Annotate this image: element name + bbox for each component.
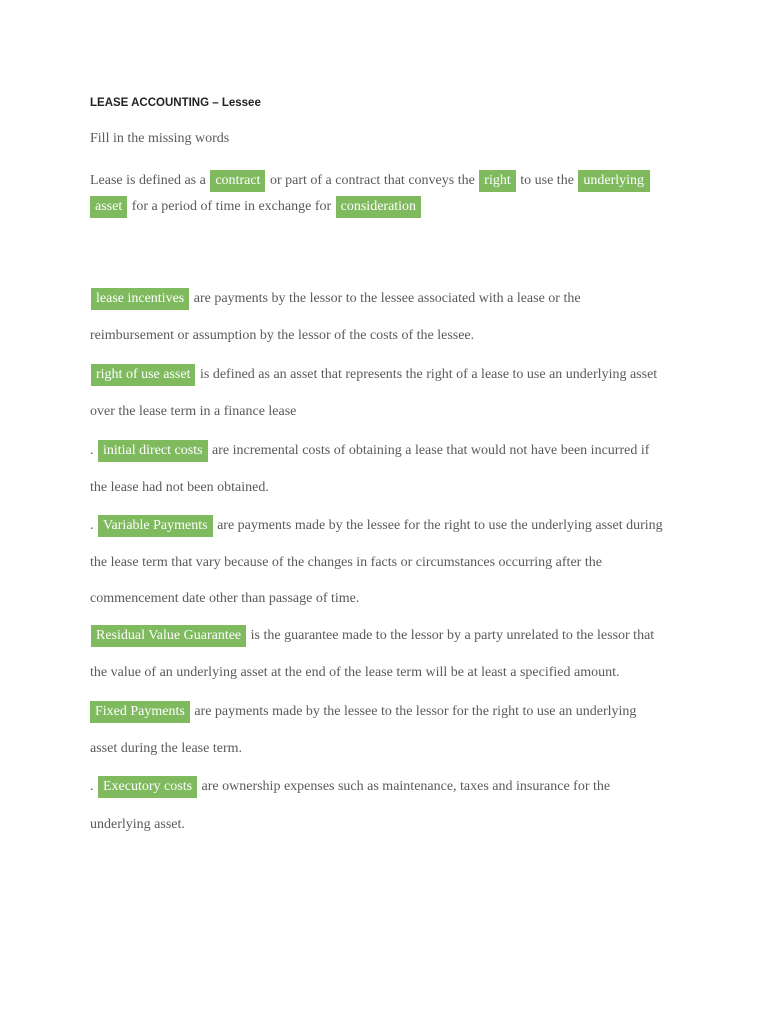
answer-field-initial-direct-costs[interactable]: initial direct costs [98,440,208,462]
leading-period: . [90,518,94,534]
definition-variable-payments-line3: commencement date other than passage of time. [90,591,360,606]
definition-text: are payments by the lessor to the lessee associated with a lease or the [193,291,581,307]
text-segment: or part of a contract that conveys the [269,173,475,189]
definition-variable-payments-line2: the lease term that vary because of the changes in facts or circumstances occurring after the [90,555,602,570]
answer-field-right[interactable]: right [479,170,515,192]
answer-field-consideration[interactable]: consideration [336,196,421,218]
definition-fixed-payments-line2: asset during the lease term. [90,741,243,756]
definition-variable-payments-line1 [90,515,663,537]
definition-initial-direct-costs-line2: the lease had not been obtained. [90,480,269,495]
definition-text: are ownership expenses such as maintenance, taxes and insurance for the [201,779,611,795]
answer-field-variable-payments[interactable]: Variable Payments [98,515,213,537]
definition-text: is the guarantee made to the lessor by a party unrelated to the lessor that [250,628,655,644]
definition-executory-costs-line1 [90,776,610,798]
definition-residual-value-guarantee-line1 [90,625,654,647]
answer-field-asset[interactable]: asset [90,196,127,218]
text-segment: for a period of time in exchange for [131,199,332,215]
answer-field-right-of-use-asset[interactable]: right of use asset [91,364,195,386]
answer-field-contract[interactable]: contract [210,170,265,192]
answer-field-executory-costs[interactable]: Executory costs [98,776,197,798]
paragraph-lease-definition-line1 [90,170,651,192]
instructions: Fill in the missing words [90,131,230,146]
leading-period: . [90,443,94,459]
definition-text: are incremental costs of obtaining a lease that would not have been incurred if [212,443,650,459]
definition-text: is defined as an asset that represents the right of a lease to use an underlying asset [199,367,658,383]
definition-right-of-use-asset-line2: over the lease term in a finance lease [90,404,297,419]
definition-lease-incentives-line1 [90,288,581,310]
definition-text: are payments made by the lessee to the lessor for the right to use an underlying [194,704,637,720]
text-segment: to use the [520,173,574,189]
document-title: LEASE ACCOUNTING – Lessee [90,97,261,109]
answer-field-underlying[interactable]: underlying [578,170,650,192]
answer-field-lease-incentives[interactable]: lease incentives [91,288,189,310]
leading-period: . [90,779,94,795]
definition-right-of-use-asset-line1 [90,364,657,386]
definition-lease-incentives-line2: reimbursement or assumption by the lessor of the costs of the lessee. [90,328,475,343]
definition-text: are payments made by the lessee for the right to use the underlying asset during [217,518,663,534]
definition-initial-direct-costs-line1 [90,440,649,462]
definition-residual-value-guarantee-line2: the value of an underlying asset at the end of the lease term will be at least a specified amount. [90,665,620,680]
definition-fixed-payments-line1 [90,701,636,723]
text-segment: Lease is defined as a [90,173,206,189]
definition-executory-costs-line2: underlying asset. [90,817,185,832]
paragraph-lease-definition-line2 [90,196,422,218]
answer-field-fixed-payments[interactable]: Fixed Payments [90,701,190,723]
answer-field-residual-value-guarantee[interactable]: Residual Value Guarantee [91,625,246,647]
